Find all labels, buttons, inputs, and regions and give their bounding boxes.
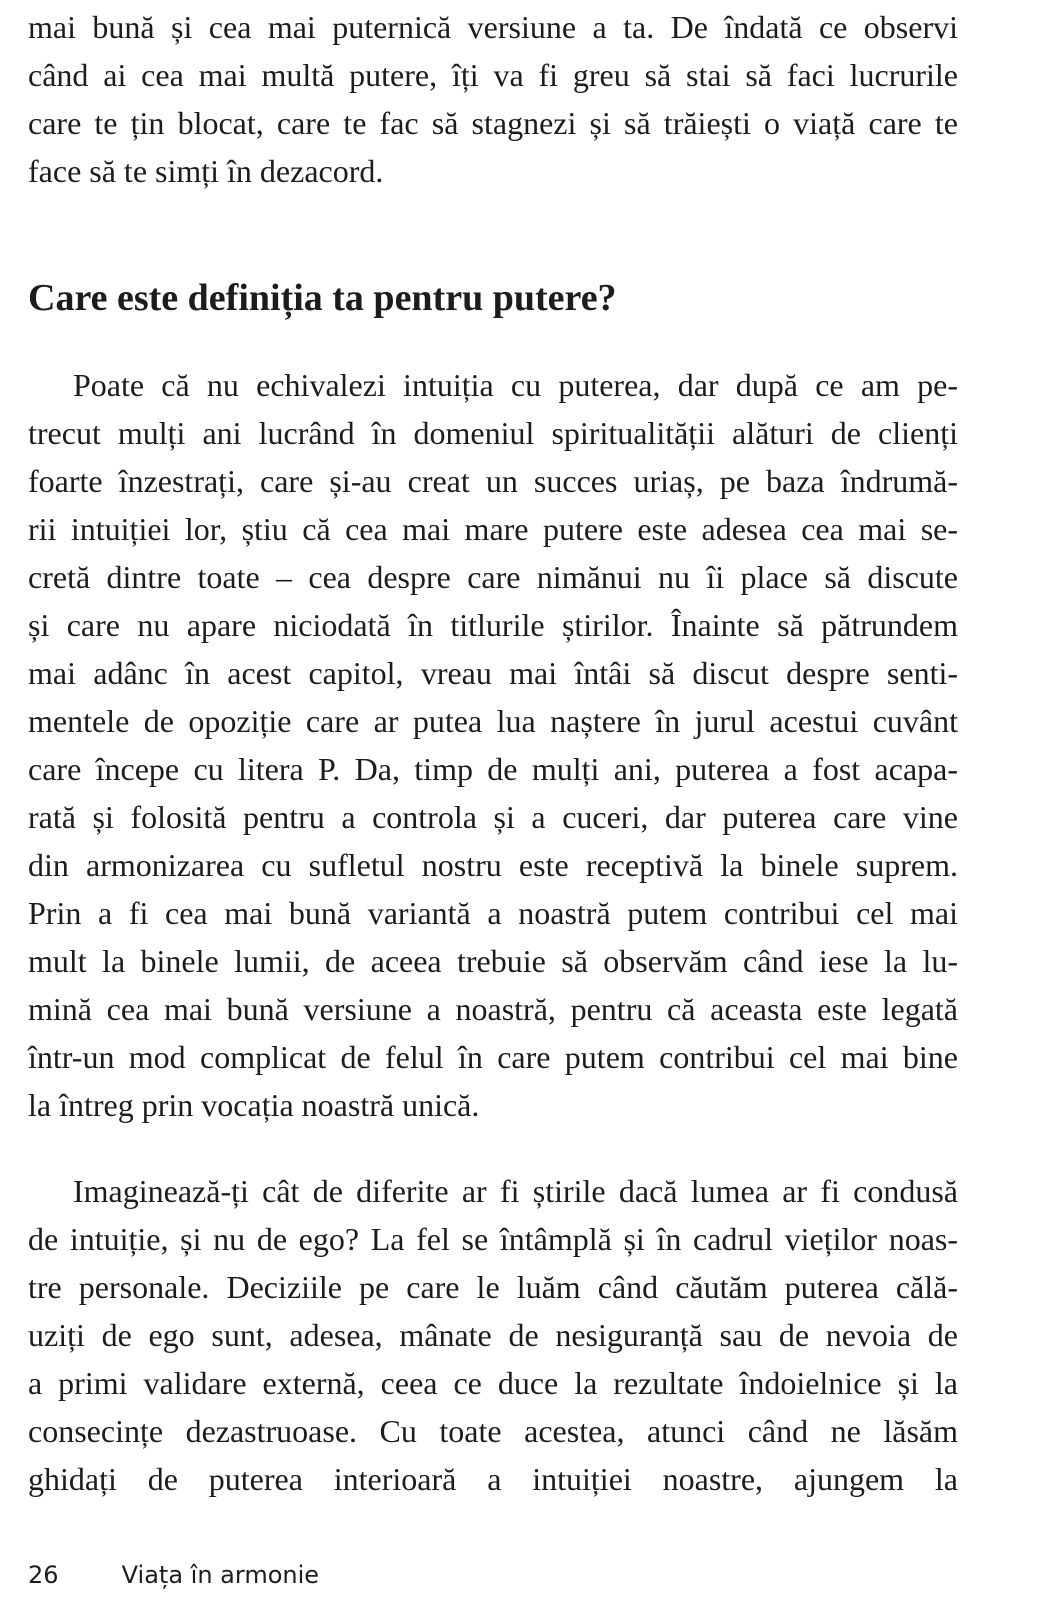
text-line: la întreg prin vocația noastră unică. (28, 1087, 480, 1123)
top-paragraph (28, 3, 958, 195)
text-line: Prin a fi cea mai bună variantă a noastră putem contribui cel mai (28, 895, 958, 931)
text-line: foarte înzestrați, care și-au creat un succes uriaș, pe baza îndrumă- (28, 463, 958, 499)
text-line: a primi validare externă, ceea ce duce la rezultate îndoielnice și la (28, 1365, 958, 1401)
text-line: ghidați de puterea interioară a intuiției noastre, ajungem la (28, 1461, 958, 1497)
text-line: mai adânc în acest capitol, vreau mai întâi să discut despre senti- (28, 655, 958, 691)
page-number: 26 (28, 1561, 59, 1589)
text-line: într-un mod complicat de felul în care putem contribui cel mai bine (28, 1039, 958, 1075)
text-line: Poate că nu echivalezi intuiția cu puterea, dar după ce am pe- (73, 367, 958, 403)
text-line: mină cea mai bună versiune a noastră, pentru că aceasta este legată (28, 991, 958, 1027)
text-line: tre personale. Deciziile pe care le luăm când căutăm puterea călă- (28, 1269, 958, 1305)
text-line: consecințe dezastruoase. Cu toate acestea, atunci când ne lăsăm (28, 1413, 958, 1449)
text-line: din armonizarea cu sufletul nostru este receptivă la binele suprem. (28, 847, 958, 883)
text-line: uziți de ego sunt, adesea, mânate de nesiguranță sau de nevoia de (28, 1317, 958, 1353)
text-line: Imaginează-ți cât de diferite ar fi știrile dacă lumea ar fi condusă (73, 1173, 958, 1209)
section-heading: Care este definiția ta pentru putere? (28, 277, 617, 319)
page-footer (28, 1557, 319, 1593)
running-title: Viața în armonie (121, 1561, 320, 1589)
text-line: care începe cu litera P. Da, timp de mulți ani, puterea a fost acapa- (28, 751, 958, 787)
text-line: mai bună și cea mai puternică versiune a ta. De îndată ce observi (28, 9, 958, 45)
text-line: face să te simți în dezacord. (28, 153, 384, 189)
paragraph-2 (28, 1167, 958, 1503)
text-line: mult la binele lumii, de aceea trebuie să observăm când iese la lu- (28, 943, 958, 979)
text-line: când ai cea mai multă putere, îți va fi greu să stai să faci lucrurile (28, 57, 958, 93)
text-line: și care nu apare niciodată în titlurile știrilor. Înainte să pătrundem (28, 607, 958, 643)
text-line: rii intuiției lor, știu că cea mai mare putere este adesea cea mai se- (28, 511, 958, 547)
text-line: cretă dintre toate – cea despre care nimănui nu îi place să discute (28, 559, 958, 595)
text-line: trecut mulți ani lucrând în domeniul spiritualității alături de clienți (28, 415, 958, 451)
text-line: rată și folosită pentru a controla și a cuceri, dar puterea care vine (28, 799, 958, 835)
paragraph-1 (28, 361, 958, 1129)
text-line: care te țin blocat, care te fac să stagnezi și să trăiești o viață care te (28, 105, 958, 141)
text-line: mentele de opoziție care ar putea lua naștere în jurul acestui cuvânt (28, 703, 958, 739)
text-line: de intuiție, și nu de ego? La fel se întâmplă și în cadrul vieților noas- (28, 1221, 958, 1257)
